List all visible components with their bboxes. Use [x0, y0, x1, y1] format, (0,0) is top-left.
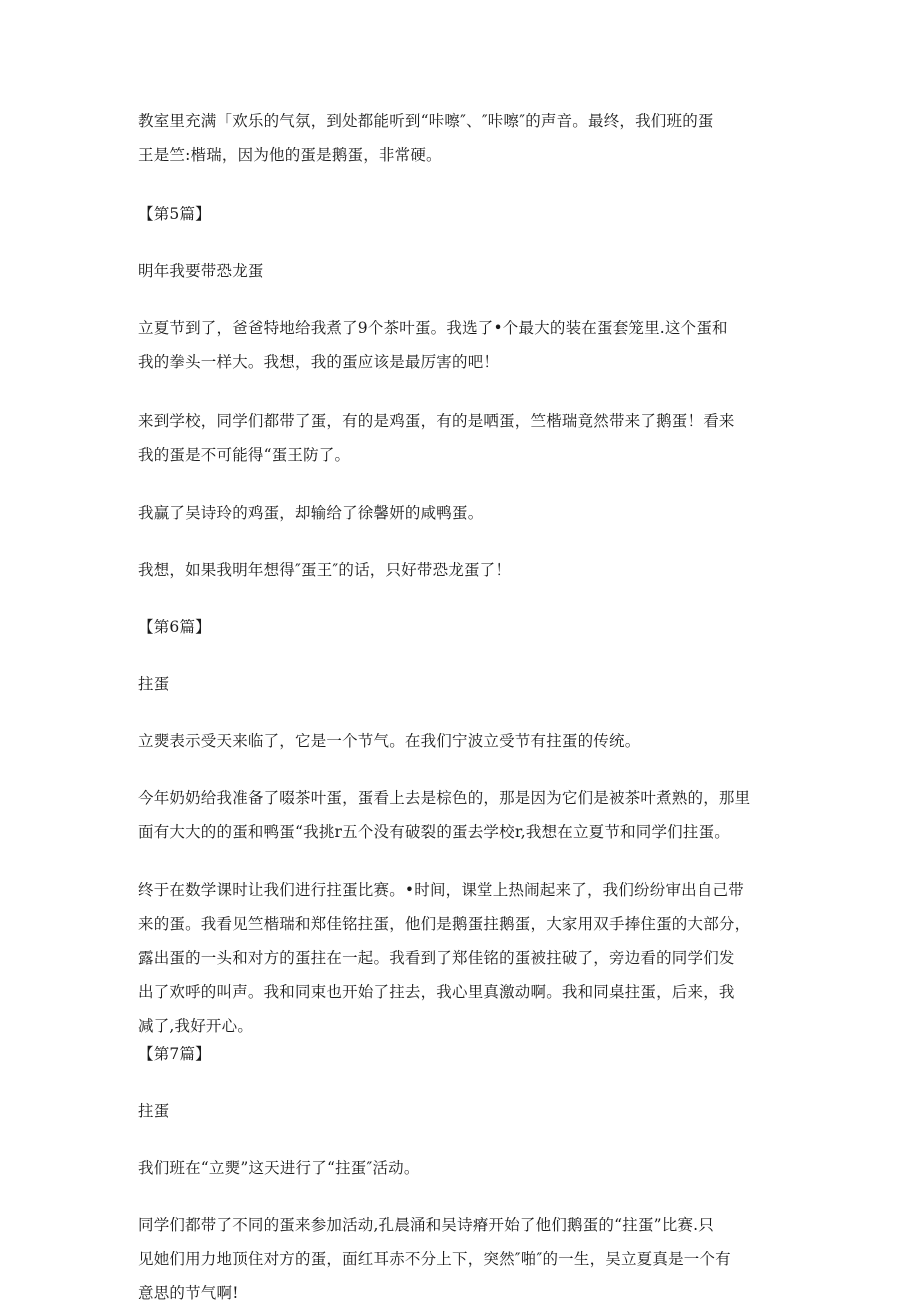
text-line: 教室里充满「欢乐的气氛，到处都能听到“咔嚓″、″咔嚓″的声音。最终，我们班的蛋 [138, 112, 714, 130]
article-title [138, 254, 788, 288]
paragraph [138, 553, 788, 587]
text-line: 我们班在“立燛”这天进行了“拄蛋″活动。 [138, 1159, 420, 1177]
text-line: 减了,我好开心。 [138, 1017, 254, 1035]
paragraph [138, 781, 788, 849]
text-line: 【第7篇】 [138, 1045, 211, 1063]
text-line: 我想，如果我明年想得″蛋王″的话，只好带恐龙蛋了！ [138, 561, 512, 579]
paragraph [138, 1151, 788, 1185]
text-line: 露出蛋的一头和对方的蛋拄在一起。我看到了郑佳铭的蛋被拄破了，旁边看的同学们发 [138, 949, 735, 967]
text-line: 【第5篇】 [138, 205, 211, 223]
text-line: 来的蛋。我看见竺楷瑞和郑佳铭拄蛋，他们是鹅蛋拄鹅蛋，大家用双手捧住蛋的大部分， [138, 915, 751, 933]
text-line: 拄蛋 [138, 1102, 170, 1120]
section-heading [138, 610, 788, 644]
paragraph [138, 496, 788, 530]
paragraph [138, 104, 788, 172]
text-line: 明年我要带恐龙蛋 [138, 262, 264, 280]
text-line: 今年奶奶给我准备了啜茶叶蛋，蛋看上去是棕色的，那是因为它们是被茶叶煮熟的，那里 [138, 789, 751, 807]
paragraph [138, 873, 788, 1043]
text-line: 拄蛋 [138, 675, 170, 693]
paragraph [138, 404, 788, 472]
text-line: 【第6篇】 [138, 618, 211, 636]
text-line: 立夏节到了，爸爸特地给我煮了9个茶叶蛋。我选了•个最大的装在蛋套笼里.这个蛋和 [138, 319, 728, 337]
article-title [138, 667, 788, 701]
section-heading [138, 197, 788, 231]
text-line: 同学们都带了不同的蛋来参加活动,孔晨涌和吴诗瘠开始了他们鹅蛋的“拄蛋”比赛.只 [138, 1216, 715, 1234]
text-line: 面有大大的的蛋和鸭蛋“我挑r五个没有破裂的蛋去学校r,我想在立夏节和同学们拄蛋。 [138, 823, 730, 841]
text-line: 我的拳头一样大。我想，我的蛋应该是最厉害的吧！ [138, 353, 500, 371]
section-heading [138, 1037, 788, 1071]
text-line: 见她们用力地顶住对方的蛋，面红耳赤不分上下，突然″啪″的一生，吴立夏真是一个有 [138, 1250, 731, 1268]
text-line: 意思的节气啊! [138, 1284, 239, 1302]
text-line: 立燛表示受天来临了，它是一个节气。在我们宁波立受节有拄蛋的传统。 [138, 732, 641, 750]
text-line: 我的蛋是不可能得“蛋王防了。 [138, 446, 351, 464]
text-line: 来到学校，同学们都带了蛋，有的是鸡蛋，有的是哂蛋，竺楷瑞竟然带来了鹅蛋！看来 [138, 412, 735, 430]
text-line: 出了欢呼的叫声。我和同束也开始了拄去，我心里真激动啊。我和同桌拄蛋，后来，我 [138, 983, 735, 1001]
text-line: 终于在数学课时让我们进行拄蛋比赛。•时间，课堂上热闹起来了，我们纷纷审出自己带 [138, 881, 744, 899]
article-title [138, 1094, 788, 1128]
paragraph [138, 311, 788, 379]
text-line: 我赢了吴诗玲的鸡蛋，却输给了徐馨妍的咸鸭蛋。 [138, 504, 484, 522]
paragraph [138, 724, 788, 758]
text-line: 王是竺:楷瑞，因为他的蛋是鹅蛋，非常硬。 [138, 146, 442, 164]
paragraph [138, 1208, 788, 1310]
